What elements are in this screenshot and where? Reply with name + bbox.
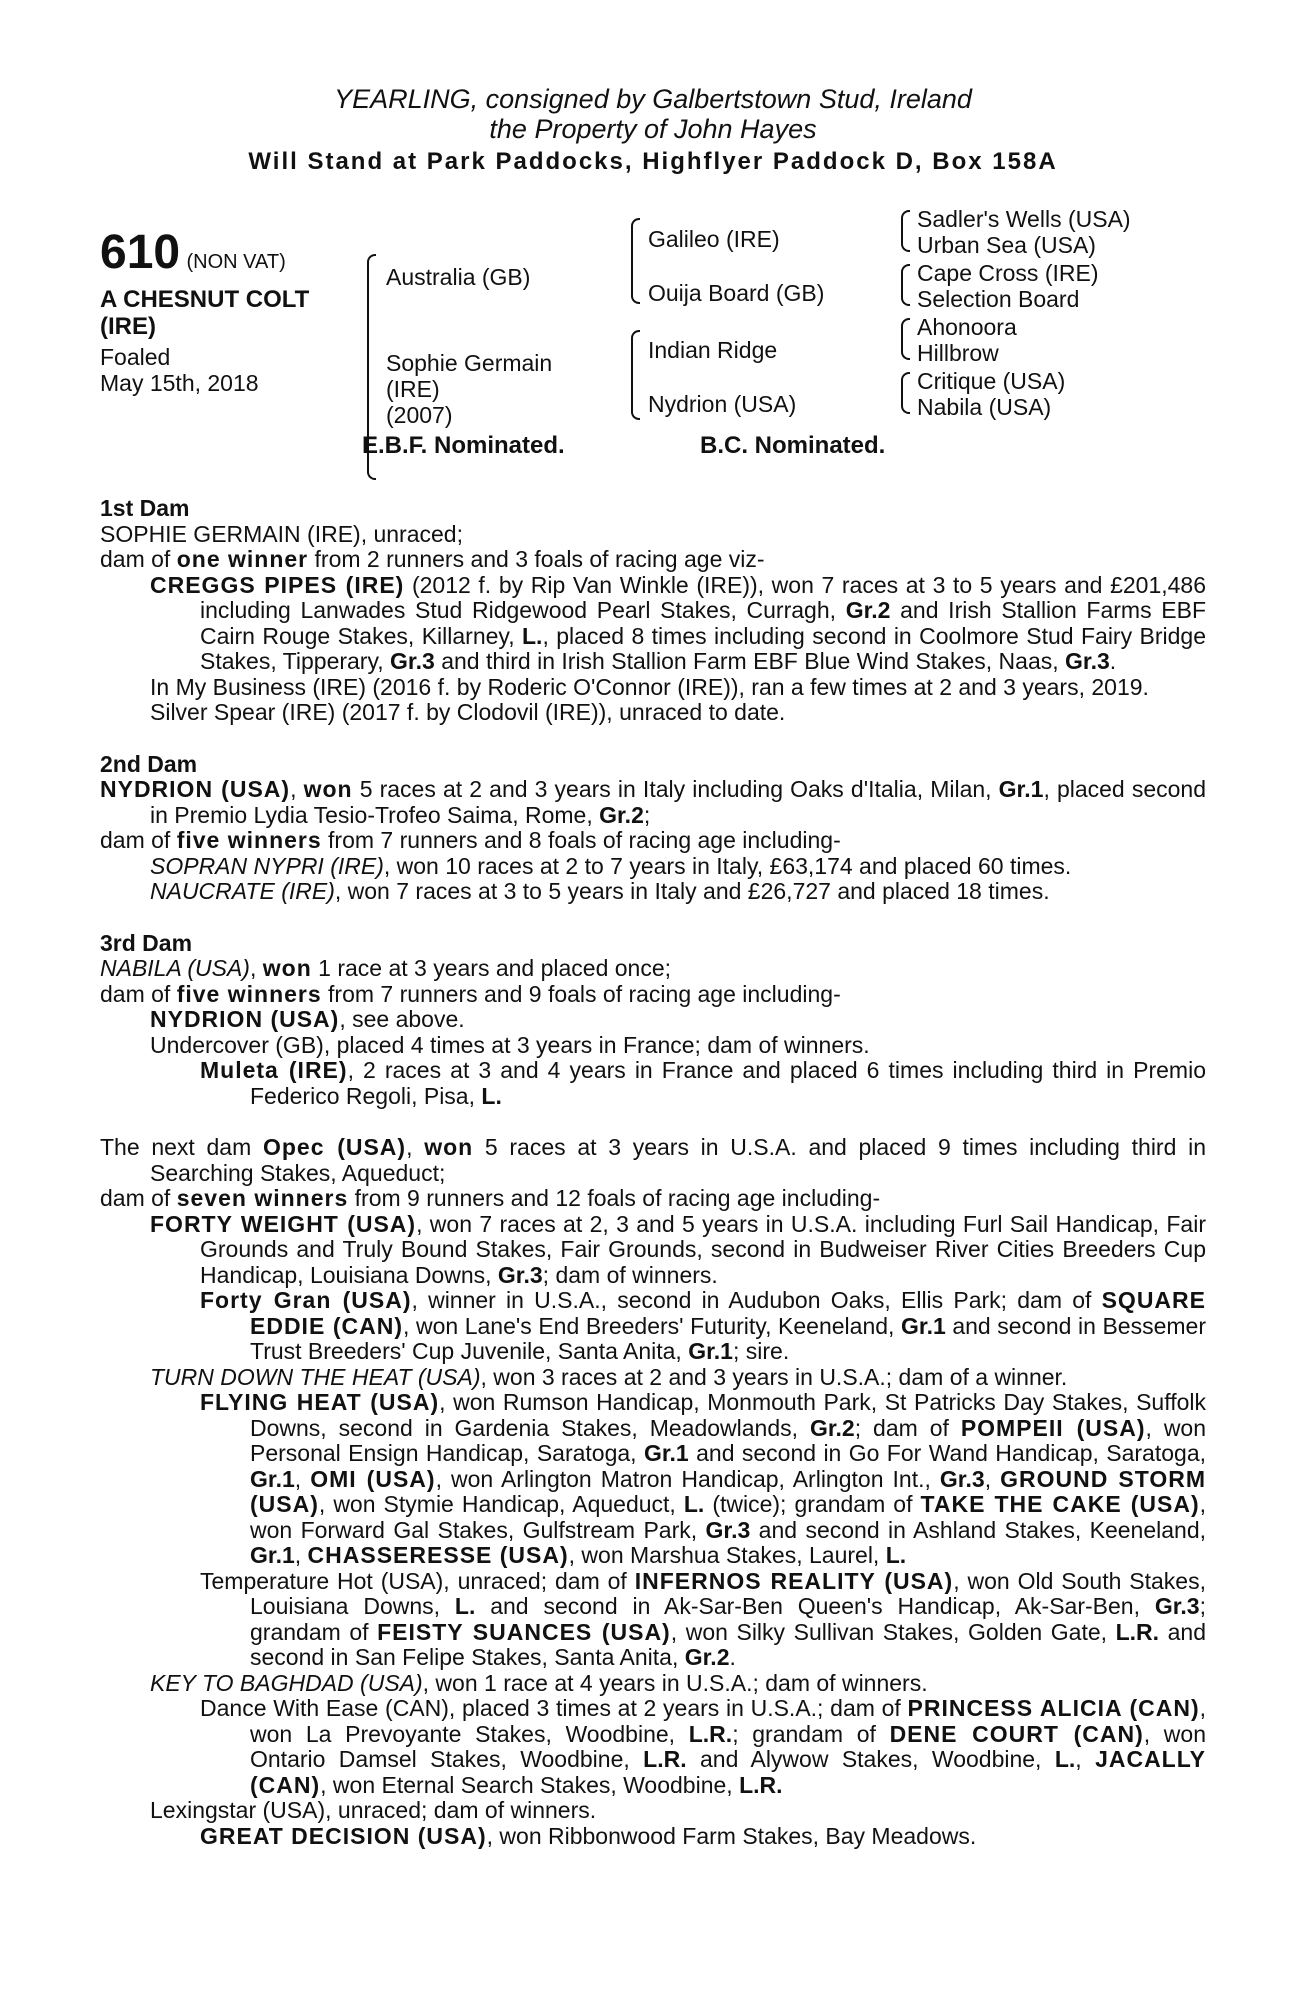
- dam-dam: Nydrion (USA): [648, 391, 797, 417]
- sire: Australia (GB): [386, 264, 531, 290]
- first-dam-produce-summary: dam of one winner from 2 runners and 3 foals of racing age viz-: [100, 546, 765, 572]
- foaled-date: May 15th, 2018: [100, 370, 259, 396]
- ss-dam: Urban Sea (USA): [917, 232, 1096, 258]
- list-item: Temperature Hot (USA), unraced; dam of INFERNOS REALITY (USA), won Old South Stakes, Louisiana Downs, L. and second in Ak-Sar-Ben Queen's Handicap, Ak-Sar-Ben, Gr.3; grandam of FEISTY SUANCES (USA), won Silky Sullivan Stakes, Golden Gate, L.R. and second in San Felipe Stakes, Santa Anita, Gr.2.: [200, 1567, 1207, 1670]
- first-dam-heading: 1st Dam: [100, 495, 190, 521]
- list-item: Muleta (IRE), 2 races at 3 and 4 years in France and placed 6 times including third in Premio Federico Regoli, Pisa, L.: [200, 1057, 1206, 1109]
- sire-dam: Ouija Board (GB): [648, 280, 825, 306]
- lot-number: 610: [100, 226, 181, 279]
- ss-bracket: [901, 210, 910, 252]
- vat-status: (NON VAT): [186, 251, 286, 273]
- foaled-label: Foaled: [100, 344, 171, 370]
- dam-sire: Indian Ridge: [648, 337, 778, 363]
- sd-bracket: [901, 264, 910, 306]
- pedigree-table: [100, 206, 1206, 496]
- list-item: Forty Gran (USA), winner in U.S.A., second in Audubon Oaks, Ellis Park; dam of SQUARE EDDIE (CAN), won Lane's End Breeders' Futurity, Keeneland, Gr.1 and second in Bessemer Trust Breeders' Cup Juvenile, Santa Anita, Gr.1; sire.: [200, 1287, 1206, 1364]
- dd-dam: Nabila (USA): [917, 394, 1052, 420]
- next-dam-line: The next dam Opec (USA), won 5 races at 3 years in U.S.A. and placed 9 times including third in Searching Stakes, Aqueduct;: [100, 1134, 1206, 1186]
- third-dam-produce-summary: dam of five winners from 7 runners and 9 foals of racing age including-: [100, 980, 841, 1007]
- ds-bracket: [901, 318, 910, 360]
- next-dam-produce-summary: dam of seven winners from 9 runners and 12 foals of racing age including-: [100, 1185, 881, 1211]
- second-dam-line: NYDRION (USA), won 5 races at 2 and 3 years in Italy including Oaks d'Italia, Milan, Gr.1, placed second in Premio Lydia Tesio-Trofeo Saima, Rome, Gr.2;: [100, 776, 1206, 828]
- lot-header: [100, 84, 1206, 178]
- sire-line-bracket: [631, 218, 640, 304]
- second-dam-heading: 2nd Dam: [100, 750, 198, 777]
- dd-sire: Critique (USA): [917, 368, 1066, 394]
- list-item: GREAT DECISION (USA), won Ribbonwood Farm Stakes, Bay Meadows.: [200, 1822, 977, 1849]
- third-dam-line: NABILA (USA), won 1 race at 3 years and placed once;: [100, 955, 672, 981]
- ebf-nomination: E.B.F. Nominated.: [362, 432, 565, 459]
- list-item: FORTY WEIGHT (USA), won 7 races at 2, 3 and 5 years in U.S.A. including Furl Sail Handicap, Fair Grounds and Truly Bound Stakes, Fair Grounds, second in Budweiser River Cities Breeders Cup Handicap, Louisiana Downs, Gr.3; dam of winners.: [150, 1210, 1206, 1288]
- stabling-line: Will Stand at Park Paddocks, Highflyer Paddock D, Box 158A: [248, 148, 1058, 175]
- list-item: Dance With Ease (CAN), placed 3 times at 2 years in U.S.A.; dam of PRINCESS ALICIA (CAN), won La Prevoyante Stakes, Woodbine, L.R.; grandam of DENE COURT (CAN), won Ontario Damsel Stakes, Woodbine, L.R. and Alywow Stakes, Woodbine, L., JACALLY (CAN), won Eternal Search Stakes, Woodbine, L.R.: [200, 1695, 1207, 1798]
- list-item: TURN DOWN THE HEAT (USA), won 3 races at 2 and 3 years in U.S.A.; dam of a winner.: [150, 1363, 1068, 1390]
- lot-title: A CHESNUT COLT: [100, 286, 310, 313]
- owner-line: the Property of John Hayes: [489, 114, 817, 144]
- second-dam-produce-summary: dam of five winners from 7 runners and 8 foals of racing age including-: [100, 827, 841, 853]
- list-item: Lexingstar (USA), unraced; dam of winners.: [150, 1797, 597, 1823]
- list-item: In My Business (IRE) (2016 f. by Roderic O'Connor (IRE)), ran a few times at 2 and 3 years, 2019.: [150, 673, 1149, 700]
- list-item: Silver Spear (IRE) (2017 f. by Clodovil (IRE)), unraced to date.: [150, 699, 786, 725]
- pedigree-notes: [100, 496, 1206, 1849]
- lot-number-block: [100, 228, 286, 278]
- sire-sire: Galileo (IRE): [648, 226, 780, 252]
- dam-name: Sophie Germain: [386, 350, 553, 376]
- first-dam-line: SOPHIE GERMAIN (IRE), unraced;: [100, 520, 463, 547]
- list-item: CREGGS PIPES (IRE) (2012 f. by Rip Van Winkle (IRE)), won 7 races at 3 to 5 years and £201,486 including Lanwades Stud Ridgewood Pearl Stakes, Curragh, Gr.2 and Irish Stallion Farms EBF Cairn Rouge Stakes, Killarney, L., placed 8 times including second in Coolmore Stud Fairy Bridge Stakes, Tipperary, Gr.3 and third in Irish Stallion Farm EBF Blue Wind Stakes, Naas, Gr.3.: [150, 571, 1206, 674]
- dd-bracket: [901, 372, 910, 414]
- lot-title-origin: (IRE): [100, 313, 156, 340]
- list-item: KEY TO BAGHDAD (USA), won 1 race at 4 years in U.S.A.; dam of winners.: [150, 1669, 928, 1696]
- sd-dam: Selection Board: [917, 286, 1080, 312]
- ds-dam: Hillbrow: [917, 340, 999, 366]
- list-item: SOPRAN NYPRI (IRE), won 10 races at 2 to 7 years in Italy, £63,174 and placed 60 times.: [150, 852, 1072, 879]
- consignor-line: YEARLING, consigned by Galbertstown Stud, Ireland: [334, 84, 972, 114]
- third-dam-heading: 3rd Dam: [100, 929, 193, 956]
- list-item: NYDRION (USA), see above.: [150, 1006, 465, 1032]
- list-item: Undercover (GB), placed 4 times at 3 years in France; dam of winners.: [150, 1031, 870, 1058]
- bc-nomination: B.C. Nominated.: [700, 432, 886, 459]
- sd-sire: Cape Cross (IRE): [917, 260, 1099, 286]
- catalogue-page: [100, 84, 1206, 1849]
- dam-origin: (IRE): [386, 376, 440, 402]
- dam-year: (2007): [386, 402, 453, 428]
- ds-sire: Ahonoora: [917, 314, 1017, 340]
- list-item: FLYING HEAT (USA), won Rumson Handicap, Monmouth Park, St Patricks Day Stakes, Suffolk Downs, second in Gardenia Stakes, Meadowlands, Gr.2; dam of POMPEII (USA), won Personal Ensign Handicap, Saratoga, Gr.1 and second in Go For Wand Handicap, Saratoga, Gr.1, OMI (USA), won Arlington Matron Handicap, Arlington Int., Gr.3, GROUND STORM (USA), won Stymie Handicap, Aqueduct, L. (twice); grandam of TAKE THE CAKE (USA), won Forward Gal Stakes, Gulfstream Park, Gr.3 and second in Ashland Stakes, Keeneland, Gr.1, CHASSERESSE (USA), won Marshua Stakes, Laurel, L.: [200, 1389, 1207, 1568]
- list-item: NAUCRATE (IRE), won 7 races at 3 to 5 years in Italy and £26,727 and placed 18 times.: [150, 878, 1050, 904]
- ss-sire: Sadler's Wells (USA): [917, 206, 1131, 232]
- dam-line-bracket: [631, 330, 640, 420]
